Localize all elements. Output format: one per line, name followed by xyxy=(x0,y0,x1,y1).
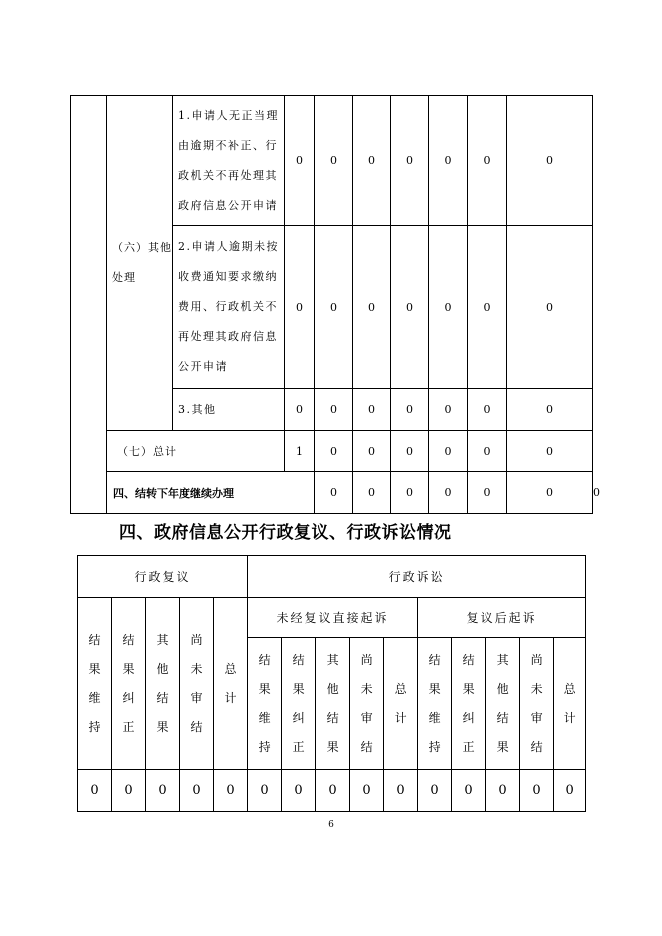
value-cell: 0 xyxy=(315,472,353,514)
direct-suit-header: 未经复议直接起诉 xyxy=(248,598,418,638)
value-cell: 0 xyxy=(214,770,248,812)
value-cell: 0 xyxy=(391,472,429,514)
header-row xyxy=(78,598,586,638)
page-number: 6 xyxy=(328,820,334,830)
value-cell: 0 xyxy=(353,431,391,472)
column-header: 尚未审结 xyxy=(520,638,554,770)
value-cell: 0 xyxy=(507,226,593,389)
value-cell: 0 xyxy=(146,770,180,812)
column-header: 尚未审结 xyxy=(350,638,384,770)
row-label: 2.申请人逾期未按收费通知要求缴纳费用、行政机关不再处理其政府信息公开申请 xyxy=(173,226,285,389)
value-cell: 0 xyxy=(282,770,316,812)
value-cell: 0 xyxy=(350,770,384,812)
value-cell: 0 xyxy=(315,389,353,431)
value-cell: 0 xyxy=(507,472,593,514)
value-cell: 0 xyxy=(391,431,429,472)
value-cell: 0 xyxy=(468,389,507,431)
value-cell: 0 xyxy=(285,389,315,431)
column-header: 其他结果 xyxy=(486,638,520,770)
column-header: 结果纠正 xyxy=(112,598,146,770)
column-header: 尚未审结 xyxy=(180,598,214,770)
value-cell: 0 xyxy=(468,96,507,226)
row-label: 3.其他 xyxy=(173,389,285,431)
value-cell: 0 xyxy=(315,226,353,389)
total-label: （七）总计 xyxy=(107,431,285,472)
carry-over-label: 四、结转下年度继续办理 xyxy=(107,472,315,514)
processing-results-table xyxy=(70,95,600,514)
column-header: 结果维持 xyxy=(418,638,452,770)
value-cell: 0 xyxy=(78,770,112,812)
value-cell: 0 xyxy=(391,96,429,226)
row-label: 1.申请人无正当理由逾期不补正、行政机关不再处理其政府信息公开申请 xyxy=(173,96,285,226)
column-header: 总计 xyxy=(214,598,248,770)
value-cell: 0 xyxy=(180,770,214,812)
table-row xyxy=(71,96,593,226)
value-cell: 0 xyxy=(452,770,486,812)
value-cell: 0 xyxy=(429,389,468,431)
column-header: 结果维持 xyxy=(78,598,112,770)
value-cell: 0 xyxy=(285,226,315,389)
value-cell: 0 xyxy=(429,431,468,472)
value-cell: 0 xyxy=(353,472,391,514)
value-cell: 0 xyxy=(353,226,391,389)
total-row xyxy=(71,431,593,472)
value-cell: 0 xyxy=(112,770,146,812)
header-row xyxy=(78,556,586,598)
value-cell: 0 xyxy=(429,96,468,226)
blank-cell xyxy=(71,96,107,514)
column-header: 结果维持 xyxy=(248,638,282,770)
value-row xyxy=(78,770,586,812)
value-cell: 0 xyxy=(384,770,418,812)
post-review-suit-header: 复议后起诉 xyxy=(418,598,586,638)
column-header: 结果纠正 xyxy=(282,638,316,770)
column-header: 结果纠正 xyxy=(452,638,486,770)
value-cell: 0 xyxy=(507,431,593,472)
value-cell: 0 xyxy=(429,472,468,514)
column-header: 其他结果 xyxy=(316,638,350,770)
value-cell: 0 xyxy=(429,226,468,389)
review-litigation-table xyxy=(77,555,586,812)
column-header: 总计 xyxy=(554,638,586,770)
admin-litigation-header: 行政诉讼 xyxy=(248,556,586,598)
value-cell: 0 xyxy=(315,431,353,472)
category-cell: （六）其他处理 xyxy=(107,96,173,431)
column-header: 其他结果 xyxy=(146,598,180,770)
admin-review-header: 行政复议 xyxy=(78,556,248,598)
value-cell: 0 xyxy=(353,96,391,226)
value-cell: 0 xyxy=(285,96,315,226)
value-cell: 0 xyxy=(468,226,507,389)
value-cell: 0 xyxy=(391,389,429,431)
value-cell: 0 xyxy=(248,770,282,812)
value-cell: 0 xyxy=(418,770,452,812)
value-cell: 0 xyxy=(315,96,353,226)
value-cell: 0 xyxy=(391,226,429,389)
carry-over-row: 四、结转下年度继续办理 0 0 0 0 0 0 0 xyxy=(71,472,593,514)
value-cell: 0 xyxy=(507,389,593,431)
value-cell: 0 xyxy=(520,770,554,812)
value-cell: 0 xyxy=(316,770,350,812)
section-heading: 四、政府信息公开行政复议、行政诉讼情况 xyxy=(119,523,452,543)
value-cell: 0 xyxy=(486,770,520,812)
value-cell: 1 xyxy=(285,431,315,472)
value-cell: 0 xyxy=(468,472,507,514)
value-cell: 0 xyxy=(554,770,586,812)
column-header: 总计 xyxy=(384,638,418,770)
value-cell: 0 xyxy=(353,389,391,431)
value-cell: 0 xyxy=(468,431,507,472)
value-cell: 0 xyxy=(507,96,593,226)
